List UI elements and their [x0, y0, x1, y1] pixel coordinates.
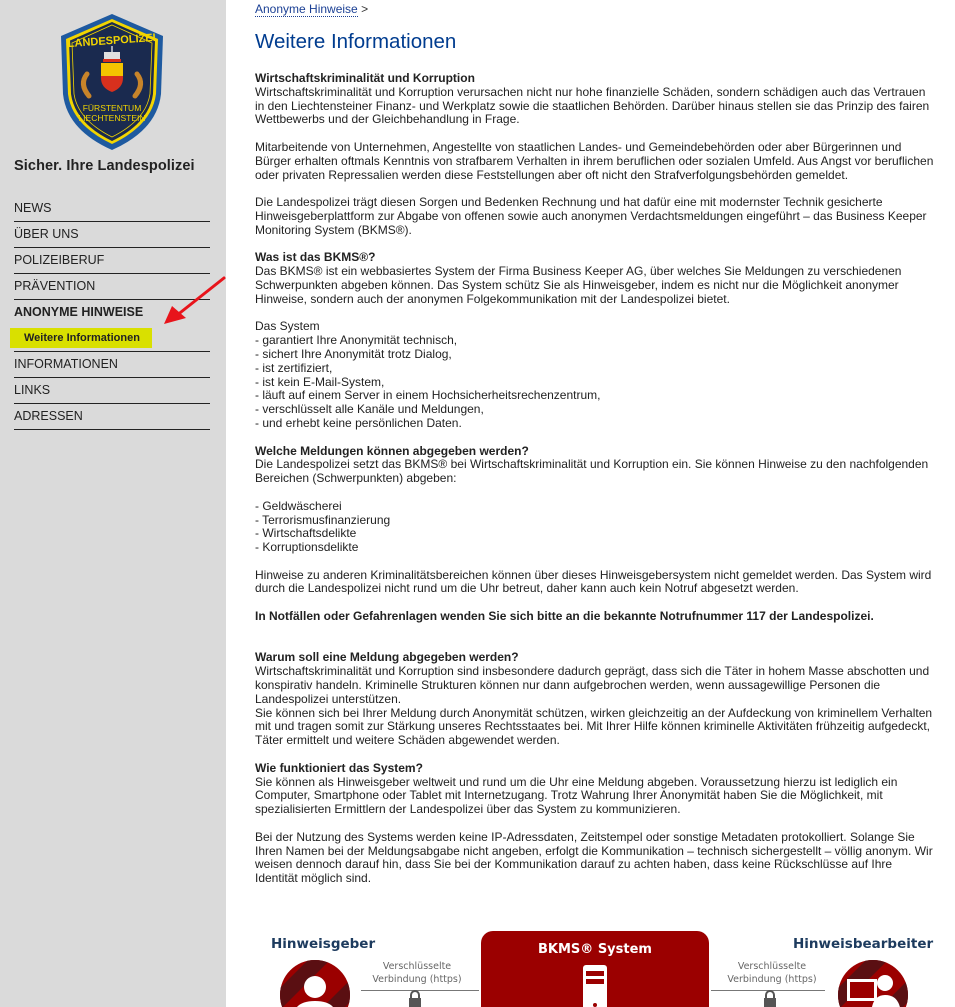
paragraph: Hinweise zu anderen Kriminalitätsbereichen können über dieses Hinweisgebersystem nicht gemeldet werden. Das System wird durch die Landespolizei nicht rund um die Uhr betreut, daher kann auch kein Notruf abgesetzt werden. [255, 567, 932, 596]
breadcrumb [255, 2, 368, 16]
section-heading: Wie funktioniert das System? [255, 760, 423, 775]
logo-bottom-text-1: FÜRSTENTUM [82, 103, 142, 113]
list-item: - läuft auf einem Server in einem Hochsicherheitsrechenzentrum, [255, 388, 601, 403]
paragraph: Mitarbeitende von Unternehmen, Angestellte von staatlichen Landes- und Gemeindebehörden oder aber Bürgerinnen und Bürger erhalten oftmals Kenntnis von strafbarem Verhalten in ihrem beruflichen oder sozialen Umfeld. Aus Angst vor beruflichen oder privaten Repressalien werden diese Feststellungen aber oft nicht den Strafverfolgungsbehörden gemeldet. [255, 139, 934, 182]
list-item: - und erhebt keine persönlichen Daten. [255, 415, 462, 430]
paragraph: Bei der Nutzung des Systems werden keine IP-Adressdaten, Zeitstempel oder sonstige Metadaten protokolliert. Solange Sie Ihren Namen bei der Meldungsabgabe nicht angeben, erfolgt die Kommunikation – technisch sichergestellt – völlig anonym. Wir weisen dennoch darauf hin, dass Sie bei der Kommunikation darauf zu achten haben, dass keine Rückschlüsse auf Ihre Identität möglich sind. [255, 829, 933, 886]
list-item: - Korruptionsdelikte [255, 540, 359, 555]
list-item: - verschlüsselt alle Kanäle und Meldungen, [255, 402, 484, 417]
lock-icon [762, 990, 778, 1007]
nav-item-ueber-uns[interactable]: ÜBER UNS [14, 222, 210, 248]
bkms-system-box [481, 931, 709, 1007]
diagram-label-bkms-system: BKMS® System [538, 942, 652, 957]
emergency-notice: In Notfällen oder Gefahrenlagen wenden Sie sich bitte an die bekannte Notrufnummer 117 der Landespolizei. [255, 609, 874, 624]
list-item: - garantiert Ihre Anonymität technisch, [255, 333, 458, 348]
list-item: - Terrorismusfinanzierung [255, 512, 391, 527]
paragraph: Wirtschaftskriminalität und Korruption sind insbesondere dadurch geprägt, dass sich die Täter in hohem Masse abschotten und konspirativ handeln. Kriminelle Strukturen können nur dann aufgebrochen werden, wenn aussagewillige Personen die Landespolizei unterstützen. [255, 664, 930, 706]
logo-bottom-text-2: LIECHTENSTEIN [78, 113, 146, 123]
paragraph: Wirtschaftskriminalität und Korruption verursachen nicht nur hohe finanzielle Schäden, sondern schädigen auch das Vertrauen in den Liechtensteiner Finanz- und Werkplatz sowie die staatlichen Behörden. Darüber hinaus stellen sie das Prinzip des fairen Wettbewerbs und der Gleichbehandlung in Frage. [255, 84, 930, 127]
server-icon [583, 965, 607, 1007]
list-item: - ist kein E-Mail-System, [255, 374, 385, 389]
case-handler-computer-icon [837, 959, 909, 1007]
annotation-arrow-icon [158, 272, 230, 328]
whistleblower-user-icon [279, 959, 351, 1007]
logo-top-text: LANDESPOLIZEI [67, 31, 157, 51]
list-item: - Geldwäscherei [255, 498, 342, 513]
list-item: - ist zertifiziert, [255, 360, 333, 375]
section-heading: Welche Meldungen können abgegeben werden? [255, 443, 529, 458]
article-body [255, 72, 935, 886]
paragraph: Die Landespolizei setzt das BKMS® bei Wirtschaftskriminalität und Korruption ein. Sie können Hinweise zu den nachfolgenden Bereichen (Schwerpunkten) abgeben: [255, 457, 929, 486]
lock-icon [407, 990, 423, 1007]
section-heading: Wirtschaftskriminalität und Korruption [255, 71, 475, 85]
nav-item-praevention[interactable]: PRÄVENTION [14, 274, 210, 300]
breadcrumb-link-anonyme-hinweise[interactable]: Anonyme Hinweise [255, 2, 358, 16]
nav-item-anonyme-hinweise[interactable]: ANONYME HINWEISE [14, 305, 144, 319]
nav-item-links[interactable]: LINKS [14, 378, 210, 404]
subnav [14, 326, 210, 352]
landespolizei-logo[interactable] [57, 12, 167, 152]
tagline: Sicher. Ihre Landespolizei [14, 158, 195, 174]
connection-label-right: Verschlüsselte Verbindung (https) [727, 961, 817, 985]
sidebar [0, 0, 226, 1007]
paragraph: Sie können sich bei Ihrer Meldung durch Anonymität schützen, wirken gleichzeitig an der Aufdeckung von kriminellem Verhalten mit und tragen somit zur Stärkung unseres Rechtsstaates bei. Mit Ihrer Hilfe können kriminelle Aktivitäten frühzeitig aufgedeckt, Täter ermittelt und weitere Schäden abgewendet werden. [255, 705, 933, 748]
paragraph: Die Landespolizei trägt diesen Sorgen und Bedenken Rechnung und hat dafür eine mit modernster Technik gesicherte Hinweisgeberplattform zur Abgabe von offenen sowie auch anonymen Verdachtsmeldungen eingeführt – das Business Keeper Monitoring System (BKMS®). [255, 195, 927, 237]
diagram-label-hinweisgeber: Hinweisgeber [271, 936, 376, 952]
connection-label-left: Verschlüsselte Verbindung (https) [372, 961, 462, 985]
list-intro: Das System [255, 319, 320, 334]
nav-item-adressen[interactable]: ADRESSEN [14, 404, 210, 430]
nav-item-informationen[interactable]: INFORMATIONEN [14, 352, 210, 378]
page-title: Weitere Informationen [255, 30, 457, 53]
breadcrumb-separator: > [361, 2, 369, 16]
paragraph: Sie können als Hinweisgeber weltweit und rund um die Uhr eine Meldung abgeben. Voraussetzung hierzu ist lediglich ein Computer, Smartphone oder Tablet mit Internetzugang. Trotz Wahrung Ihrer Anonymität haben Sie die Möglichkeit, mit spezialisierten Ermittlern der Landespolizei über das System zu kommunizieren. [255, 774, 898, 817]
subnav-item-weitere-informationen[interactable]: Weitere Informationen [10, 328, 152, 348]
list-item: - Wirtschaftsdelikte [255, 526, 357, 541]
nav-item-news[interactable]: NEWS [14, 196, 210, 222]
list-item: - sichert Ihre Anonymität trotz Dialog, [255, 346, 452, 361]
section-heading: Was ist das BKMS®? [255, 250, 376, 265]
paragraph: Das BKMS® ist ein webbasiertes System der Firma Business Keeper AG, über welches Sie Meldungen zu verschiedenen Schwerpunkten abgeben können. Das System schütz Sie als Hinweisgeber, indem es nicht nur die Möglichkeit anonymer Hinweise, sondern auch der anonymen Folgekommunikation mit der Landespolizei bietet. [255, 264, 902, 306]
nav-item-polizeiberuf[interactable]: POLIZEIBERUF [14, 248, 210, 274]
bkms-diagram [255, 925, 935, 1007]
section-heading: Warum soll eine Meldung abgegeben werden? [255, 650, 519, 665]
diagram-label-hinweisbearbeiter: Hinweisbearbeiter [793, 936, 934, 952]
